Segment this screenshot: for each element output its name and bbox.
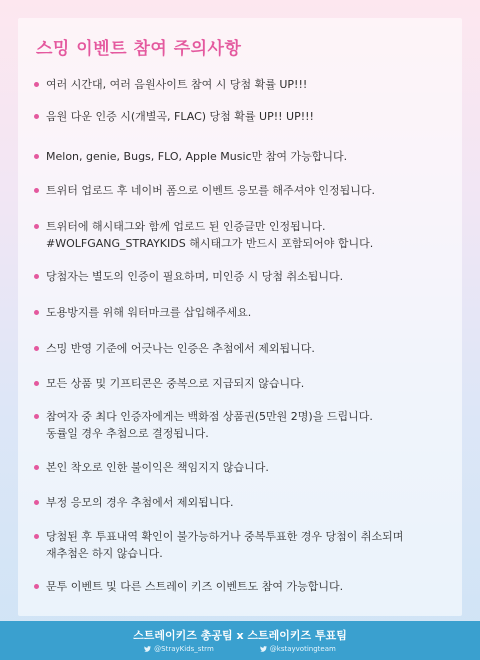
bullet-dot-icon — [34, 82, 39, 87]
list-item-text: 모든 상품 및 기프티콘은 중복으로 지급되지 않습니다. — [46, 377, 305, 390]
bullet-dot-icon — [34, 500, 39, 505]
list-item — [34, 578, 464, 595]
bullet-dot-icon — [34, 114, 39, 119]
list-item-text: 당첨된 후 투표내역 확인이 불가능하거나 중복투표한 경우 당첨이 취소되며 — [46, 530, 404, 543]
twitter-bird-icon — [144, 646, 151, 652]
bullet-dot-icon — [34, 465, 39, 470]
list-item — [34, 218, 464, 252]
list-item-text: 재추첨은 하지 않습니다. — [46, 547, 163, 560]
footer-bar — [0, 621, 480, 660]
list-item — [34, 108, 464, 125]
bullet-dot-icon — [34, 534, 39, 539]
handle-text: @StrayKids_strm — [154, 645, 214, 653]
bullet-dot-icon — [34, 274, 39, 279]
list-item-text: 도용방지를 위해 워터마크를 삽입해주세요. — [46, 306, 252, 319]
bullet-dot-icon — [34, 414, 39, 419]
bullet-dot-icon — [34, 154, 39, 159]
bullet-dot-icon — [34, 381, 39, 386]
bullet-dot-icon — [34, 224, 39, 229]
list-item — [34, 148, 464, 165]
list-item-text: 트위터 업로드 후 네이버 폼으로 이벤트 응모를 해주셔야 인정됩니다. — [46, 184, 375, 197]
list-item — [34, 459, 464, 476]
page-title: 스밍 이벤트 참여 주의사항 — [36, 39, 242, 59]
twitter-handle-voting[interactable] — [260, 645, 336, 653]
list-item — [34, 76, 464, 93]
list-item-text: 동률일 경우 추첨으로 결정됩니다. — [46, 427, 209, 440]
list-item — [34, 268, 464, 285]
list-item-text: 트위터에 해시태그와 함께 업로드 된 인증글만 인정됩니다. — [46, 220, 326, 233]
list-item-text: Melon, genie, Bugs, FLO, Apple Music만 참여 가능합니다. — [46, 150, 348, 163]
list-item-text: 여러 시간대, 여러 음원사이트 참여 시 당첨 확률 UP!!! — [46, 78, 308, 91]
list-item-text: #WOLFGANG_STRAYKIDS 해시태그가 반드시 포함되어야 합니다. — [46, 237, 374, 250]
list-item — [34, 528, 464, 562]
list-item — [34, 375, 464, 392]
bullet-dot-icon — [34, 346, 39, 351]
list-item-text: 음원 다운 인증 시(개별곡, FLAC) 당첨 확률 UP!! UP!!! — [46, 110, 314, 123]
twitter-bird-icon — [260, 646, 267, 652]
list-item — [34, 408, 464, 442]
bullet-dot-icon — [34, 188, 39, 193]
list-item — [34, 340, 464, 357]
twitter-handle-strm[interactable] — [144, 645, 214, 653]
footer-title: 스트레이키즈 총공팀 x 스트레이키즈 투표팀 — [133, 629, 347, 642]
list-item-text: 참여자 중 최다 인증자에게는 백화점 상품권(5만원 2명)을 드립니다. — [46, 410, 373, 423]
bullet-dot-icon — [34, 584, 39, 589]
list-item-text: 본인 착오로 인한 불이익은 책임지지 않습니다. — [46, 461, 269, 474]
list-item-text: 문투 이벤트 및 다른 스트레이 키즈 이벤트도 참여 가능합니다. — [46, 580, 344, 593]
footer-handles — [0, 645, 480, 653]
list-item-text: 부정 응모의 경우 추첨에서 제외됩니다. — [46, 496, 234, 509]
list-item-text: 당첨자는 별도의 인증이 필요하며, 미인증 시 당첨 취소됩니다. — [46, 270, 344, 283]
list-item-text: 스밍 반영 기준에 어긋나는 인증은 추첨에서 제외됩니다. — [46, 342, 315, 355]
list-item — [34, 182, 464, 199]
list-item — [34, 304, 464, 321]
bullet-dot-icon — [34, 310, 39, 315]
handle-text: @kstayvotingteam — [269, 645, 336, 653]
list-item — [34, 494, 464, 511]
